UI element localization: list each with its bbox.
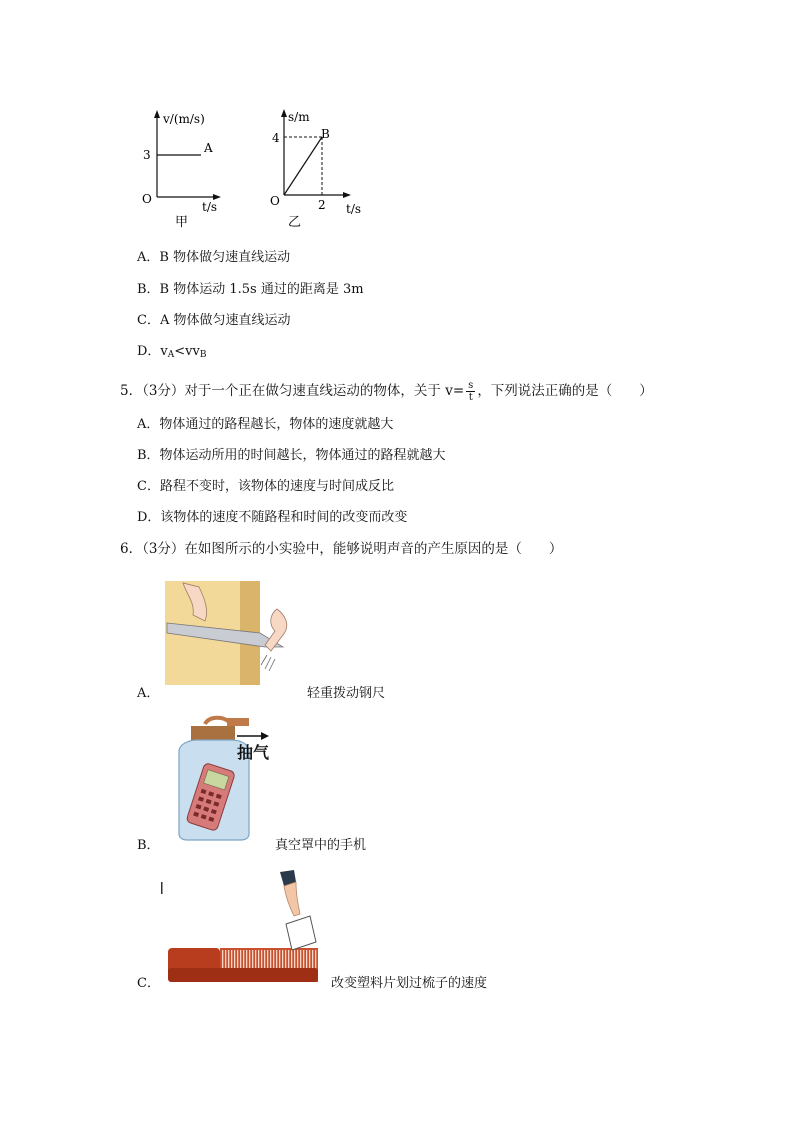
subscript-b: B	[199, 350, 207, 360]
comb-tooth	[288, 950, 289, 970]
comb-scraping-image	[160, 868, 325, 990]
comb-tooth	[276, 950, 277, 970]
comb-tooth	[294, 950, 295, 970]
speed-formula-fraction	[466, 380, 475, 403]
comb-tooth	[303, 950, 304, 970]
comb-base	[168, 968, 318, 982]
y-tick-label: 4	[272, 131, 280, 145]
comb-tooth	[312, 950, 313, 970]
y-axis-arrow	[154, 110, 160, 118]
q4-option-a: A．B 物体做匀速直线运动	[137, 250, 291, 265]
x-axis-label: t/s	[202, 200, 218, 214]
y-tick-label: 3	[143, 148, 151, 162]
comb-tooth	[237, 950, 238, 970]
comb-tooth	[240, 950, 241, 970]
q5-stem-prefix: 5．（3分）对于一个正在做匀速直线运动的物体，关于 v=	[120, 383, 465, 399]
subscript-a: A	[167, 350, 175, 360]
comb-tooth	[228, 950, 229, 970]
y-axis-arrow	[281, 109, 287, 117]
comb-tooth	[300, 950, 301, 970]
graph-caption: 甲	[175, 215, 189, 230]
q5-option-b: B．物体运动所用的时间越长，物体通过的路程就越大	[137, 448, 446, 463]
q6-option-b-caption: 真空罩中的手机	[275, 838, 367, 853]
q4-option-c: C．A 物体做匀速直线运动	[137, 313, 291, 328]
comb-tooth	[270, 950, 271, 970]
q6-option-c-caption: 改变塑料片划过梳子的速度	[331, 976, 488, 991]
pump-label: 抽气	[237, 743, 270, 762]
comb-tooth	[258, 950, 259, 970]
comb-tooth	[252, 950, 253, 970]
q6-stem: 6．（3分）在如图所示的小实验中，能够说明声音的产生原因的是（ ）	[120, 541, 563, 557]
comb-tooth	[249, 950, 250, 970]
comb-tooth	[222, 950, 223, 970]
stray-mark	[161, 882, 163, 894]
comb-tooth	[306, 950, 307, 970]
x-axis-label: t/s	[346, 202, 362, 216]
comb-tooth	[282, 950, 283, 970]
q6-option-a-caption: 轻重拨动钢尺	[307, 686, 386, 701]
comb-tooth	[225, 950, 226, 970]
q5-option-d: D．该物体的速度不随路程和时间的改变而改变	[137, 510, 408, 525]
pump-nozzle	[227, 718, 249, 726]
q6-option-c-letter: C．	[137, 976, 160, 991]
comb-tooth	[255, 950, 256, 970]
comb-tooth	[243, 950, 244, 970]
q5-option-a: A．物体通过的路程越长，物体的速度就越大	[137, 417, 394, 432]
x-axis-arrow	[343, 192, 351, 198]
q6-option-b-letter: B．	[137, 838, 160, 853]
vacuum-jar-image	[165, 712, 275, 842]
graph-jia	[130, 105, 230, 230]
q6-option-a-letter: A．	[137, 686, 160, 701]
comb-tooth	[261, 950, 262, 970]
option-d-relation: <v	[174, 344, 193, 359]
graph-yi	[262, 105, 372, 230]
comb-tooth	[273, 950, 274, 970]
comb-tooth	[264, 950, 265, 970]
q4-option-b: B．B 物体运动 1.5s 通过的距离是 3m	[137, 282, 364, 297]
fraction-denominator: t	[468, 392, 473, 403]
q5-stem-suffix: ，下列说法正确的是（ ）	[477, 383, 653, 399]
fraction-numerator: s	[468, 380, 474, 391]
line-a-label: A	[204, 141, 213, 155]
point-b-label: B	[321, 127, 330, 141]
line-b	[284, 137, 322, 195]
option-d-prefix: D．v	[137, 344, 168, 359]
q5-stem	[120, 375, 653, 407]
y-axis-label: s/m	[288, 110, 310, 124]
q4-option-d: D．$v_A<vv_B$	[137, 344, 207, 360]
origin-label: O	[270, 194, 280, 208]
comb-tooth	[234, 950, 235, 970]
q5-option-c: C．路程不变时，该物体的速度与时间成反比	[137, 479, 394, 494]
comb-tooth	[291, 950, 292, 970]
x-tick-label: 2	[318, 198, 326, 212]
graph-caption: 乙	[288, 215, 302, 230]
comb-tooth	[267, 950, 268, 970]
comb-tooth	[297, 950, 298, 970]
origin-label: O	[142, 192, 152, 206]
ruler-on-table-image	[165, 581, 300, 685]
comb-tooth	[246, 950, 247, 970]
jar-stopper	[191, 726, 235, 740]
comb-tooth	[315, 950, 316, 970]
comb-tooth	[279, 950, 280, 970]
y-axis-label: v/(m/s)	[163, 112, 205, 126]
comb-tooth	[231, 950, 232, 970]
comb-tooth	[309, 950, 310, 970]
comb-tooth	[285, 950, 286, 970]
